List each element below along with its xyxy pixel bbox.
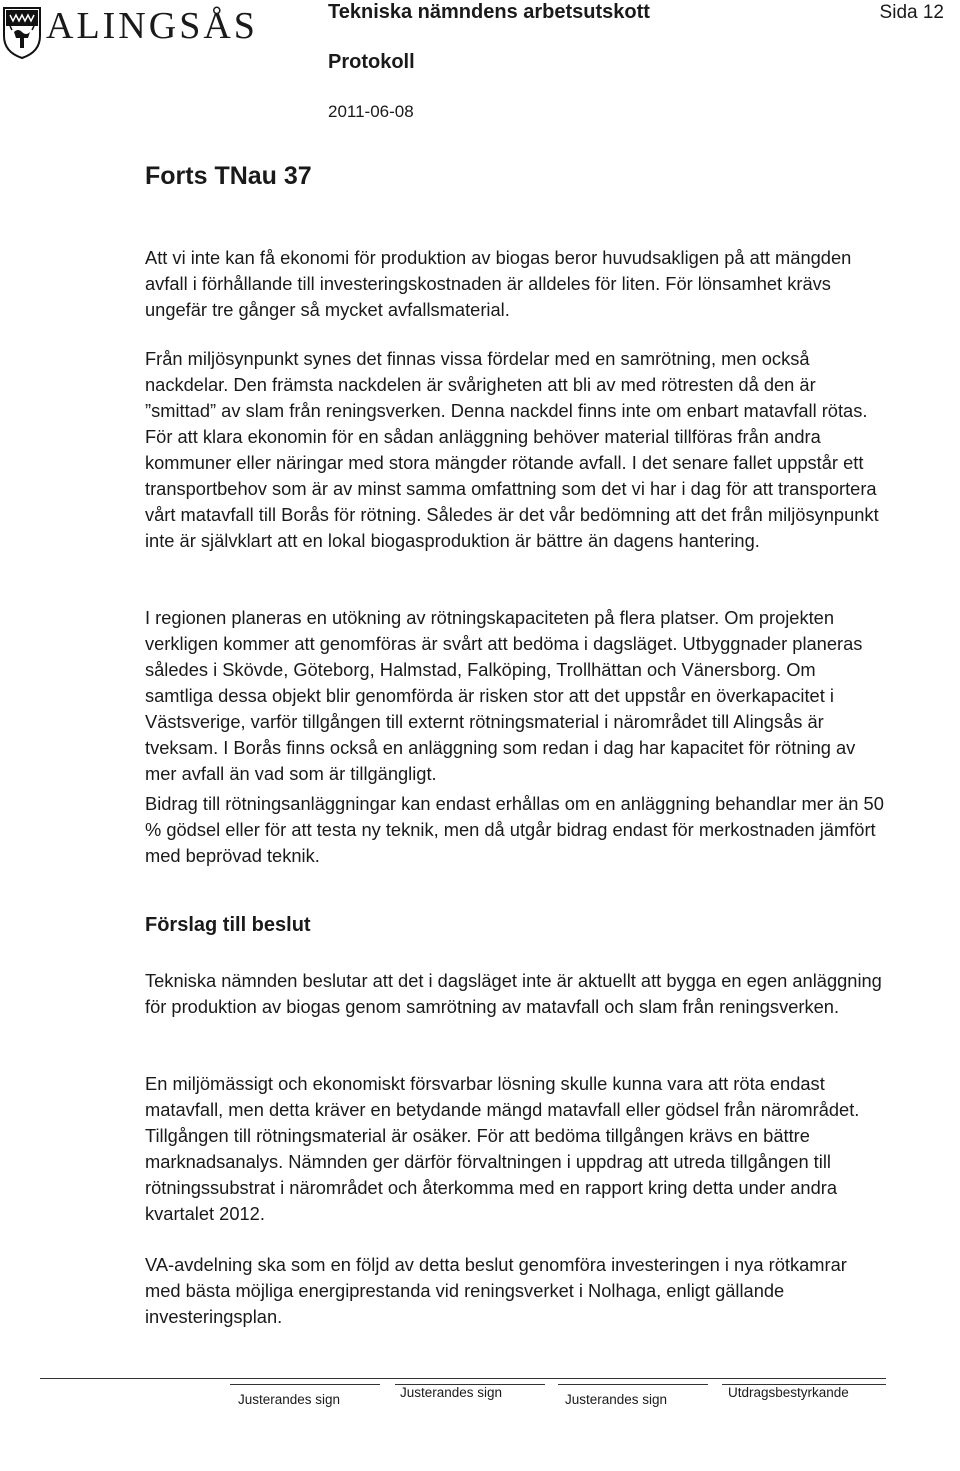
municipality-logo — [0, 4, 260, 60]
signature-label-1: Justerandes sign — [238, 1392, 341, 1407]
paragraph-2: Från miljösynpunkt synes det finnas vissa fördelar med en samrötning, men också nackdelar. Den främsta nackdelen är svårigheten att bli av med rötresten då den är ”smittad” av slam från reningsverken. Denna nackdel finns inte om enbart matavfall rötas. För att klara ekonomin för en sådan anläggning behöver material tillföras från andra kommuner eller näringar med stora mängder rötande avfall. I det senare fallet uppstår ett transportbehov som är av minst samma omfattning som det vi har i dag för att transportera vårt matavfall till Borås för rötning. Således är det vår bedömning att det från miljösynpunkt inte är självklart att en lokal biogasproduktion är bättre än dagens hantering. — [145, 348, 879, 551]
paragraph-7: VA-avdelning ska som en följd av detta beslut genomföra investeringen i nya rötkamrar med bästa möjliga energiprestanda vid reningsverket i Nolhaga, enligt gällande investeringsplan. — [145, 1254, 847, 1327]
logo-wordmark: ALINGSÅS — [46, 5, 258, 47]
paragraph-5: Tekniska nämnden beslutar att det i dagsläget inte är aktuellt att bygga en egen anläggning för produktion av biogas genom samrötning av matavfall och slam från reningsverken. — [145, 970, 882, 1017]
signature-line — [230, 1384, 380, 1385]
meeting-date: 2011-06-08 — [328, 102, 414, 121]
paragraph-6: En miljömässigt och ekonomiskt försvarbar lösning skulle kunna vara att röta endast matavfall, men detta kräver en betydande mängd matavfall eller gödsel från närområdet. Tillgången till rötningsmaterial är osäker. För att bedöma tillgången krävs en bättre marknadsanalys. Nämnden ger därför förvaltningen i uppdrag att utreda tillgången till rötningssubstrat i närområdet och återkomma med en rapport kring detta under andra kvartalet 2012. — [145, 1073, 860, 1224]
signature-line — [558, 1384, 708, 1385]
document-type: Protokoll — [328, 51, 415, 73]
extract-certification-label: Utdragsbestyrkande — [728, 1385, 849, 1400]
page-number: Sida 12 — [879, 2, 944, 23]
coat-of-arms-icon — [2, 6, 42, 60]
footer-divider — [40, 1378, 886, 1379]
paragraph-1: Att vi inte kan få ekonomi för produktion av biogas beror huvudsakligen på att mängden avfall i förhållande till investeringskostnaden är alldeles för liten. För lönsamhet krävs ungefär tre gånger så mycket avfallsmaterial. — [145, 247, 852, 320]
section-title: Forts TNau 37 — [145, 162, 312, 190]
signature-label-2: Justerandes sign — [400, 1385, 503, 1400]
decision-proposal-heading: Förslag till beslut — [145, 914, 311, 936]
signature-label-3: Justerandes sign — [565, 1392, 668, 1407]
paragraph-4: Bidrag till rötningsanläggningar kan endast erhållas om en anläggning behandlar mer än 50 % gödsel eller för att testa ny teknik, men då utgår bidrag endast för merkostnaden jämfört med beprövad teknik. — [145, 793, 884, 866]
paragraph-3: I regionen planeras en utökning av rötningskapaciteten på flera platser. Om projekten verkligen kommer att genomföras är svårt att bedöma i dagsläget. Utbyggnader planeras således i Skövde, Göteborg, Halmstad, Falköping, Trollhättan och Vänersborg. Om samtliga dessa objekt blir genomförda är risken stor att det uppstår en överkapacitet i Västsverige, varför tillgången till externt rötningsmaterial i närområdet till Alingsås är tveksam. I Borås finns också en anläggning som redan i dag har kapacitet för rötning av mer avfall än vad som är tillgängligt. — [145, 607, 863, 784]
committee-name: Tekniska nämndens arbetsutskott — [328, 1, 650, 23]
